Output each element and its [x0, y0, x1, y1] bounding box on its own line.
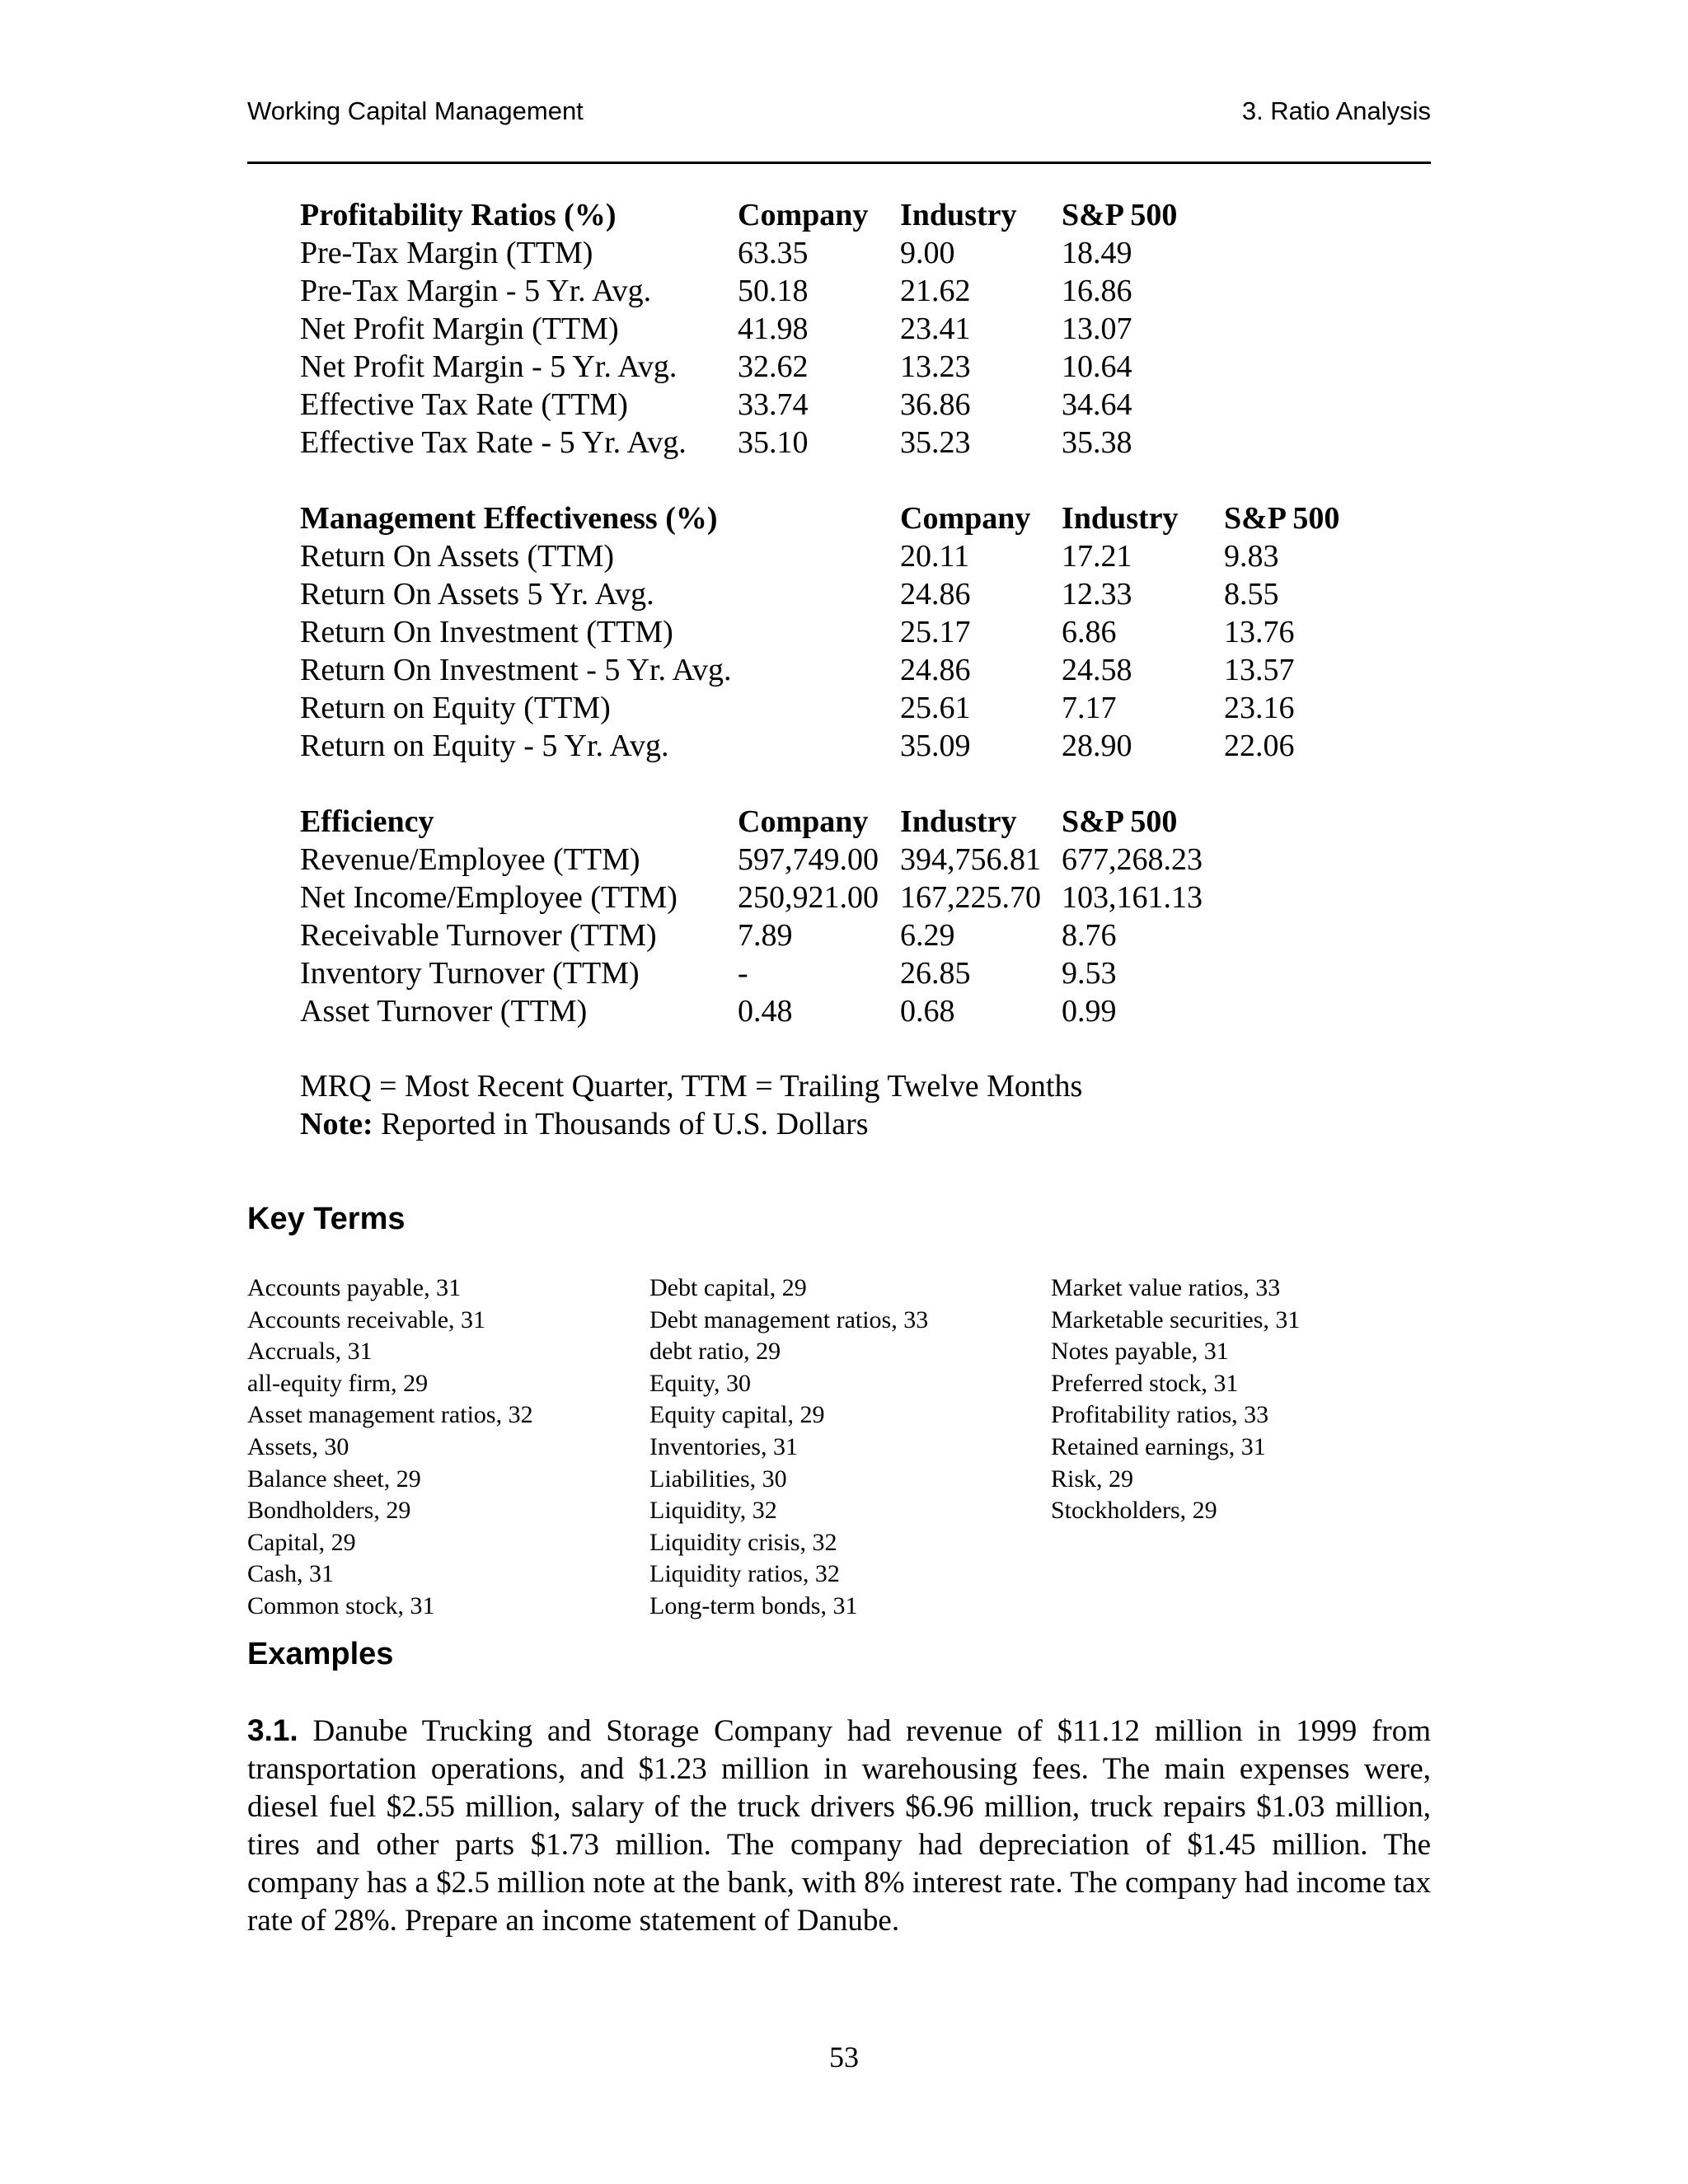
- cell-sp500: 8.76: [1062, 918, 1117, 953]
- cell-company: 35.10: [738, 425, 809, 460]
- cell-company: 63.35: [738, 236, 809, 270]
- cell-sp500: 9.53: [1062, 956, 1117, 991]
- cell-company: 41.98: [738, 312, 809, 346]
- example-text: Danube Trucking and Storage Company had revenue of $11.12 million in 1999 from transportation operations, and $1.23 million in warehousing fees. The main expenses were, diesel fuel $2.55 million, salary of the truck drivers $6.96 million, truck repairs $1.03 million, tires and other parts $1.73 million. The company had depreciation of $1.45 million. The company has a $2.5 million note at the bank, with 8% interest rate. The company had income tax rate of 28%. Prepare an income statement of Danube.: [247, 1714, 1431, 1938]
- column-header-industry: Industry: [900, 198, 1017, 232]
- cell-industry: 12.33: [1062, 577, 1132, 612]
- list-item: Retained earnings, 31: [1051, 1432, 1266, 1460]
- key-terms-column-3: [1051, 1272, 1300, 1527]
- cell-industry: 167,225.70: [900, 880, 1041, 915]
- table-heading: Profitability Ratios (%): [300, 198, 617, 232]
- cell-sp500: 16.86: [1062, 274, 1132, 308]
- header-chapter-title: 3. Ratio Analysis: [1241, 96, 1431, 125]
- header-book-title: Working Capital Management: [247, 96, 584, 125]
- list-item: all-equity firm, 29: [247, 1369, 429, 1397]
- cell-industry: 28.90: [1062, 729, 1132, 763]
- cell-sp500: 8.55: [1224, 577, 1279, 612]
- units-note: [300, 1105, 1082, 1143]
- row-label: Inventory Turnover (TTM): [300, 956, 640, 991]
- note-label: Note:: [300, 1107, 373, 1141]
- row-label: Effective Tax Rate - 5 Yr. Avg.: [300, 425, 687, 460]
- list-item: Assets, 30: [247, 1432, 349, 1460]
- cell-company: 250,921.00: [738, 880, 879, 915]
- cell-company: 25.61: [900, 691, 971, 725]
- column-header-company: Company: [738, 198, 869, 232]
- cell-sp500: 13.76: [1224, 615, 1295, 649]
- list-item: Liquidity ratios, 32: [649, 1560, 840, 1588]
- cell-sp500: 13.57: [1224, 653, 1295, 687]
- row-label: Net Profit Margin (TTM): [300, 312, 619, 346]
- example-3-1: [247, 1712, 1431, 1940]
- table-heading: Efficiency: [300, 804, 434, 839]
- cell-company: 25.17: [900, 615, 971, 649]
- cell-company: 7.89: [738, 918, 793, 953]
- column-header-industry: Industry: [900, 804, 1017, 839]
- examples-heading: Examples: [247, 1637, 394, 1671]
- cell-sp500: 677,268.23: [1062, 842, 1203, 877]
- cell-industry: 35.23: [900, 425, 971, 460]
- list-item: Stockholders, 29: [1051, 1497, 1217, 1525]
- cell-company: 24.86: [900, 653, 971, 687]
- row-label: Pre-Tax Margin - 5 Yr. Avg.: [300, 274, 652, 308]
- cell-industry: 6.86: [1062, 615, 1117, 649]
- row-label: Return on Equity - 5 Yr. Avg.: [300, 729, 669, 763]
- cell-industry: 9.00: [900, 236, 955, 270]
- row-label: Net Income/Employee (TTM): [300, 880, 678, 915]
- list-item: Bondholders, 29: [247, 1497, 411, 1525]
- row-label: Return On Investment (TTM): [300, 615, 673, 649]
- table-heading: Management Effectiveness (%): [300, 501, 718, 536]
- row-label: Pre-Tax Margin (TTM): [300, 236, 593, 270]
- abbreviation-note: MRQ = Most Recent Quarter, TTM = Trailing Twelve Months: [300, 1069, 1083, 1104]
- note-text: Reported in Thousands of U.S. Dollars: [373, 1107, 869, 1141]
- row-label: Return On Assets (TTM): [300, 539, 615, 574]
- row-label: Receivable Turnover (TTM): [300, 918, 657, 953]
- list-item: Liabilities, 30: [649, 1465, 787, 1493]
- cell-sp500: 23.16: [1224, 691, 1295, 725]
- list-item: Inventories, 31: [649, 1432, 798, 1460]
- cell-industry: 13.23: [900, 349, 971, 384]
- list-item: Liquidity, 32: [649, 1497, 777, 1525]
- table-notes: [300, 1067, 1082, 1143]
- list-item: Accruals, 31: [247, 1338, 373, 1366]
- cell-company: 50.18: [738, 274, 809, 308]
- cell-company: -: [738, 956, 748, 991]
- cell-industry: 7.17: [1062, 691, 1117, 725]
- page-number: 53: [829, 2041, 859, 2074]
- list-item: Long-term bonds, 31: [649, 1591, 858, 1619]
- list-item: Preferred stock, 31: [1051, 1369, 1239, 1397]
- row-label: Revenue/Employee (TTM): [300, 842, 640, 877]
- cell-industry: 26.85: [900, 956, 971, 991]
- cell-company: 32.62: [738, 349, 809, 384]
- list-item: Marketable securities, 31: [1051, 1305, 1301, 1333]
- cell-industry: 0.68: [900, 994, 955, 1029]
- list-item: Equity capital, 29: [649, 1401, 825, 1429]
- row-label: Asset Turnover (TTM): [300, 994, 588, 1029]
- list-item: Debt management ratios, 33: [649, 1305, 929, 1333]
- list-item: Equity, 30: [649, 1369, 752, 1397]
- list-item: Accounts payable, 31: [247, 1274, 462, 1301]
- list-item: Accounts receivable, 31: [247, 1305, 486, 1333]
- list-item: Market value ratios, 33: [1051, 1274, 1281, 1301]
- column-header-company: Company: [900, 501, 1031, 536]
- list-item: Cash, 31: [247, 1560, 334, 1588]
- header-rule: [247, 162, 1431, 164]
- cell-sp500: 9.83: [1224, 539, 1279, 574]
- cell-sp500: 0.99: [1062, 994, 1117, 1029]
- cell-sp500: 35.38: [1062, 425, 1132, 460]
- cell-company: 597,749.00: [738, 842, 879, 877]
- list-item: Balance sheet, 29: [247, 1465, 421, 1493]
- cell-company: 33.74: [738, 387, 809, 422]
- row-label: Return On Assets 5 Yr. Avg.: [300, 577, 654, 612]
- cell-industry: 24.58: [1062, 653, 1132, 687]
- cell-industry: 17.21: [1062, 539, 1132, 574]
- column-header-sp500: S&P 500: [1062, 198, 1178, 232]
- cell-sp500: 10.64: [1062, 349, 1132, 384]
- key-terms-column-2: [649, 1272, 928, 1623]
- list-item: Notes payable, 31: [1051, 1338, 1229, 1366]
- list-item: Asset management ratios, 32: [247, 1401, 533, 1429]
- column-header-company: Company: [738, 804, 869, 839]
- cell-company: 20.11: [900, 539, 970, 574]
- row-label: Net Profit Margin - 5 Yr. Avg.: [300, 349, 678, 384]
- cell-sp500: 34.64: [1062, 387, 1132, 422]
- cell-industry: 36.86: [900, 387, 971, 422]
- row-label: Return on Equity (TTM): [300, 691, 611, 725]
- list-item: Risk, 29: [1051, 1465, 1134, 1493]
- key-terms-column-1: [247, 1272, 533, 1623]
- cell-sp500: 18.49: [1062, 236, 1132, 270]
- cell-sp500: 103,161.13: [1062, 880, 1203, 915]
- cell-company: 0.48: [738, 994, 793, 1029]
- cell-industry: 6.29: [900, 918, 955, 953]
- cell-company: 24.86: [900, 577, 971, 612]
- key-terms-heading: Key Terms: [247, 1202, 406, 1236]
- cell-company: 35.09: [900, 729, 971, 763]
- list-item: Debt capital, 29: [649, 1274, 807, 1301]
- list-item: Liquidity crisis, 32: [649, 1528, 837, 1556]
- list-item: Capital, 29: [247, 1528, 356, 1556]
- list-item: debt ratio, 29: [649, 1338, 781, 1366]
- example-number: 3.1.: [247, 1713, 298, 1747]
- cell-sp500: 22.06: [1224, 729, 1295, 763]
- cell-industry: 394,756.81: [900, 842, 1041, 877]
- row-label: Effective Tax Rate (TTM): [300, 387, 628, 422]
- cell-industry: 21.62: [900, 274, 971, 308]
- column-header-industry: Industry: [1062, 501, 1179, 536]
- column-header-sp500: S&P 500: [1062, 804, 1178, 839]
- list-item: Profitability ratios, 33: [1051, 1401, 1269, 1429]
- column-header-sp500: S&P 500: [1224, 501, 1340, 536]
- cell-industry: 23.41: [900, 312, 971, 346]
- list-item: Common stock, 31: [247, 1591, 435, 1619]
- running-header: [247, 96, 1431, 138]
- row-label: Return On Investment - 5 Yr. Avg.: [300, 653, 732, 687]
- cell-sp500: 13.07: [1062, 312, 1132, 346]
